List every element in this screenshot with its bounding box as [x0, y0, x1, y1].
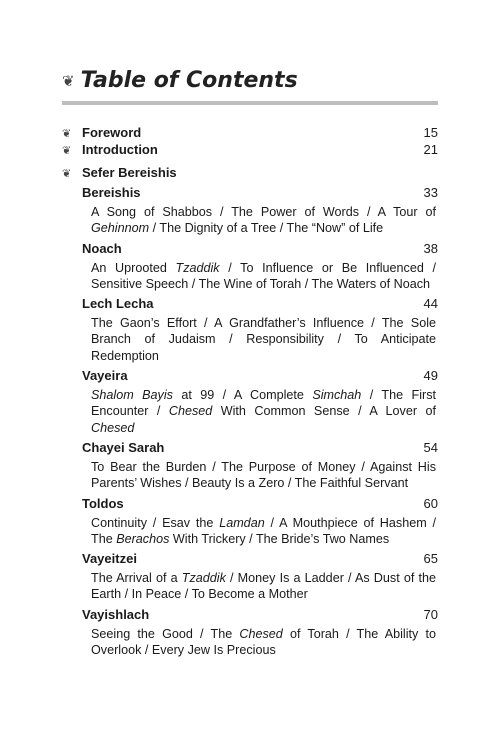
subtopic-text: Continuity / Esav the — [91, 515, 220, 530]
chapter-subtopics — [91, 315, 436, 364]
chapter-page-number: 38 — [423, 240, 438, 256]
subtopic-italic-text: Shalom Bayis — [91, 388, 173, 403]
subtopic-text: A Song of Shabbos / The Power of Words / A Tour of — [91, 205, 436, 219]
toc-section-label: Sefer Bereishis — [82, 165, 177, 180]
subtopic-italic-text: Berachos — [116, 531, 170, 546]
subtopic-text: With Common Sense / A Lover of — [212, 404, 436, 419]
subtopic-italic-text: Simchah — [312, 388, 362, 403]
subtopic-text: Seeing the Good / The — [91, 626, 240, 641]
chapter-page-number: 70 — [423, 606, 438, 622]
chapter-heading — [82, 495, 438, 513]
subtopic-italic-text: Gehinnom — [91, 221, 150, 236]
subtopic-italic-text: Chesed — [239, 626, 283, 641]
chapter-subtopics — [91, 570, 436, 603]
toc-chapter[interactable] — [82, 495, 438, 548]
chapter-heading — [82, 184, 438, 202]
subtopic-text: The Gaon’s Effort / A Grandfather’s Influence / The Sole Branch of Judaism / Responsibility / To Anticipate Redemption — [91, 316, 436, 363]
chapter-title: Vayeira — [82, 368, 128, 384]
title-text: Table of Contents — [80, 68, 298, 93]
subtopic-text: of Torah / The Ability to Overlook / Every Jew Is Precious — [91, 626, 436, 658]
subtopic-italic-text: Tzaddik — [175, 260, 220, 275]
subtopic-text: An Uprooted — [91, 260, 176, 275]
subtopic-italic-text: Lamdan — [219, 515, 265, 530]
chapter-subtopics — [91, 515, 436, 548]
toc-chapter[interactable] — [82, 439, 438, 492]
subtopic-italic-text: Tzaddik — [181, 571, 226, 586]
chapter-page-number: 54 — [423, 439, 438, 455]
chapter-subtopics — [91, 204, 436, 237]
title-divider — [62, 101, 438, 105]
chapter-subtopics — [91, 626, 436, 659]
chapter-page-number: 60 — [423, 495, 438, 511]
chapter-subtopics — [91, 387, 436, 436]
subtopic-text: / To Influence or Be Influenced / Sensitive Speech / The Wine of Torah / The Waters of Noach — [91, 260, 436, 291]
toc-entry-foreword[interactable] — [62, 124, 438, 141]
subtopic-text: To Bear the Burden / The Purpose of Money / Against His Parents’ Wishes / Beauty Is a Zero / The Faithful Servant — [91, 459, 436, 491]
ornament-icon: ❦ — [62, 144, 72, 157]
chapter-page-number: 49 — [423, 368, 438, 384]
chapter-page-number: 33 — [423, 185, 438, 200]
toc-entry-label: Foreword — [82, 125, 142, 140]
chapter-subtopics — [91, 459, 436, 492]
subtopic-text: / The First Encounter / — [91, 388, 436, 419]
table-of-contents — [62, 124, 438, 658]
chapter-title: Lech Lecha — [82, 296, 154, 312]
subtopic-italic-text: Chesed — [168, 404, 213, 419]
toc-chapter[interactable] — [82, 295, 438, 364]
subtopic-text: / A Mouthpiece of Hashem / The — [91, 515, 436, 546]
ornament-icon: ❦ — [62, 127, 72, 140]
subtopic-text: The Arrival of a — [91, 571, 182, 586]
subtopic-italic-text: Chesed — [91, 420, 135, 435]
chapter-title: Bereishis — [82, 185, 141, 200]
toc-page-number: 15 — [423, 125, 438, 140]
ornament-icon: ❦ — [62, 167, 72, 180]
toc-chapter[interactable] — [82, 367, 438, 436]
chapter-title: Vayishlach — [82, 606, 150, 622]
toc-entry-introduction[interactable] — [62, 141, 438, 158]
chapter-heading — [82, 367, 438, 385]
chapter-title: Toldos — [82, 495, 124, 511]
chapter-heading — [82, 240, 438, 258]
chapter-heading — [82, 550, 438, 568]
chapter-title: Chayei Sarah — [82, 439, 165, 455]
toc-page-number: 21 — [423, 142, 438, 157]
toc-chapter[interactable] — [82, 240, 438, 293]
page-title — [62, 68, 298, 93]
chapter-title: Vayeitzei — [82, 551, 137, 567]
subtopic-text: / Money Is a Ladder / As Dust of the Earth / In Peace / To Become a Mother — [91, 571, 436, 602]
chapter-title: Noach — [82, 240, 122, 256]
subtopic-text: With Trickery / The Bride’s Two Names — [169, 531, 390, 546]
toc-chapter[interactable] — [82, 606, 438, 659]
chapter-heading — [82, 295, 438, 313]
subtopic-text: / The Dignity of a Tree / The “Now” of Life — [149, 221, 384, 236]
toc-entry-label: Introduction — [82, 142, 158, 157]
chapter-page-number: 65 — [423, 551, 438, 567]
chapter-heading — [82, 606, 438, 624]
chapter-list — [62, 184, 438, 658]
subtopic-text: at 99 / A Complete — [172, 388, 313, 403]
chapter-page-number: 44 — [423, 296, 438, 312]
toc-chapter[interactable] — [82, 184, 438, 237]
toc-chapter[interactable] — [82, 550, 438, 603]
title-ornament-icon: ❦ — [62, 71, 75, 90]
toc-section-sefer-bereishis[interactable] — [62, 164, 438, 181]
chapter-subtopics — [91, 260, 436, 293]
chapter-heading — [82, 439, 438, 457]
